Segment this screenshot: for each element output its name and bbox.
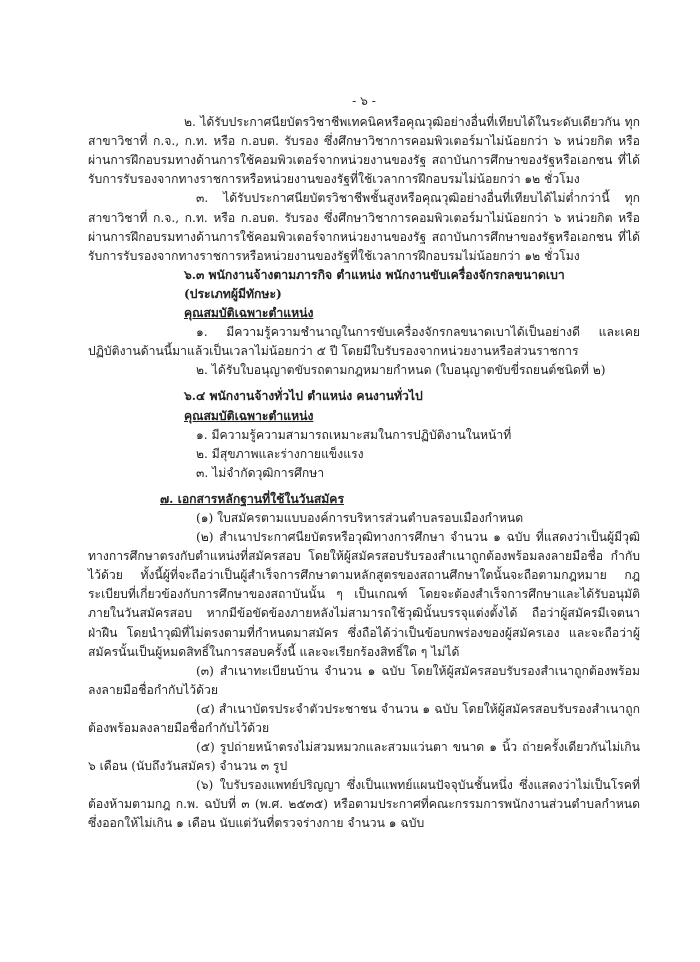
section-6-3-item-1: ๑. มีความรู้ความชำนาญในการขับเครื่องจักรกลขนาดเบาได้เป็นอย่างดี และเคยปฏิบัติงานด้านนี้มาแล้วเป็นเวลาไม่น้อยกว่า ๕ ปี โดยมีใบรับรองจากหน่วยงานหรือส่วนราชการ — [88, 325, 640, 359]
section-6-3-title: ๖.๓ พนักงานจ้างตามภารกิจ ตำแหน่ง พนักงานขับเครื่องจักรกลขนาดเบา — [184, 267, 565, 282]
page-number: - ๖ - — [352, 94, 376, 108]
document-6: (๖) ใบรับรองแพทย์ปริญญา ซึ่งเป็นแพทย์แผนปัจจุบันชั้นหนึ่ง ซึ่งแสดงว่าไม่เป็นโรคที่ต้องห้ามตามกฎ ก.พ. ฉบับที่ ๓ (พ.ศ. ๒๕๓๕) หรือตามประกาศที่คณะกรรมการพนักงานส่วนตำบลกำหนด ซึ่งออกให้ไม่เกิน ๑ เดือน นับแต่วันที่ตรวจร่างกาย จำนวน ๑ ฉบับ — [88, 778, 640, 831]
section-6-4-title: ๖.๔ พนักงานจ้างทั่วไป ตำแหน่ง คนงานทั่วไป — [184, 389, 423, 404]
document-2: (๒) สำเนาประกาศนียบัตรหรือวุฒิทางการศึกษา จำนวน ๑ ฉบับ ที่แสดงว่าเป็นผู้มีวุฒิทางการศึกษาตรงกับตำแหน่งที่สมัครสอบ โดยให้ผู้สมัครสอบรับรองสำเนาถูกต้องพร้อมลงลายมือชื่อ กำกับไว้ด้วย ทั้งนี้ผู้ที่จะถือว่าเป็นผู้สำเร็จการศึกษาตามหลักสูตรของสถานศึกษาใดนั้นจะถือตามกฎหมาย กฎระเบียบที่เกี่ยวข้องกับการศึกษาของสถาบันนั้น ๆ เป็นเกณฑ์ โดยจะต้องสำเร็จการศึกษาและได้รับอนุมัติภายในวันสมัครสอบ หากมีข้อขัดข้องภายหลังไม่สามารถใช้วุฒินั้นบรรจุแต่งตั้งได้ ถือว่าผู้สมัครมีเจตนาฝ่าฝืน โดยนำวุฒิที่ไม่ตรงตามที่กำหนดมาสมัคร ซึ่งถือได้ว่าเป็นข้อบกพร่องของผู้สมัครเอง และจะถือว่าผู้สมัครนั้นเป็นผู้หมดสิทธิ์ในการสอบครั้งนี้ และจะเรียกร้องสิทธิ์ใด ๆ ไม่ได้ — [88, 530, 640, 659]
section-7-title: ๗. เอกสารหลักฐานที่ใช้ในวันสมัคร — [160, 491, 345, 506]
qualification-3-computer: ๓. ได้รับประกาศนียบัตรวิชาชีพชั้นสูงหรือคุณวุฒิอย่างอื่นที่เทียบได้ไม่ต่ำกว่านี้ ทุกสาขาวิชาที่ ก.จ., ก.ท. หรือ ก.อบต. รับรอง ซึ่งศึกษาวิชาการคอมพิวเตอร์มาไม่น้อยกว่า ๖ หน่วยกิต หรือผ่านการฝึกอบรมทางด้านการใช้คอมพิวเตอร์จากหน่วยงานของรัฐ สถาบันการศึกษาของรัฐหรือเอกชน ที่ได้รับการรับรองจากทางราชการหรือหน่วยงานของรัฐที่ใช้เวลาการฝึกอบรมไม่น้อยกว่า ๑๒ ชั่วโมง — [88, 191, 640, 263]
section-6-4-item-3: ๓. ไม่จำกัดวุฒิการศึกษา — [196, 465, 325, 480]
document-1: (๑) ใบสมัครตามแบบองค์การบริหารส่วนตำบลรอบเมืองกำหนด — [196, 510, 524, 525]
section-6-3-qual-heading: คุณสมบัติเฉพาะตำแหน่ง — [184, 306, 314, 321]
qualification-2-computer: ๒. ได้รับประกาศนียบัตรวิชาชีพเทคนิคหรือคุณวุฒิอย่างอื่นที่เทียบได้ในระดับเดียวกัน ทุกสาขาวิชาที่ ก.จ., ก.ท. หรือ ก.อบต. รับรอง ซึ่งศึกษาวิชาการคอมพิวเตอร์มาไม่น้อยกว่า ๖ หน่วยกิต หรือผ่านการฝึกอบรมทางด้านการใช้คอมพิวเตอร์จากหน่วยงานของรัฐ สถาบันการศึกษาของรัฐหรือเอกชน ที่ได้รับการรับรองจากทางราชการหรือหน่วยงานของรัฐที่ใช้เวลาการฝึกอบรมไม่น้อยกว่า ๑๒ ชั่วโมง — [88, 115, 640, 187]
section-6-4-item-2: ๒. มีสุขภาพและร่างกายแข็งแรง — [196, 446, 364, 461]
section-6-4-qual-heading: คุณสมบัติเฉพาะตำแหน่ง — [184, 408, 314, 423]
document-4: (๔) สำเนาบัตรประจำตัวประชาชน จำนวน ๑ ฉบับ โดยให้ผู้สมัครสอบรับรองสำเนาถูกต้องพร้อมลงลายมือชื่อกำกับไว้ด้วย — [88, 701, 640, 735]
section-6-4-item-1: ๑. มีความรู้ความสามารถเหมาะสมในการปฏิบัติงานในหน้าที่ — [196, 427, 512, 442]
document-3: (๓) สำเนาทะเบียนบ้าน จำนวน ๑ ฉบับ โดยให้ผู้สมัครสอบรับรองสำเนาถูกต้องพร้อมลงลายมือชื่อกำกับไว้ด้วย — [88, 663, 640, 697]
section-6-3-item-2: ๒. ได้รับใบอนุญาตขับรถตามกฎหมายกำหนด (ใบอนุญาตขับขี่รถยนต์ชนิดที่ ๒) — [196, 363, 606, 378]
section-6-3-title-cont: (ประเภทผู้มีทักษะ) — [184, 286, 282, 301]
document-5: (๕) รูปถ่ายหน้าตรงไม่สวมหมวกและสวมแว่นตา ขนาด ๑ นิ้ว ถ่ายครั้งเดียวกันไม่เกิน ๖ เดือน (นับถึงวันสมัคร) จำนวน ๓ รูป — [88, 740, 640, 774]
